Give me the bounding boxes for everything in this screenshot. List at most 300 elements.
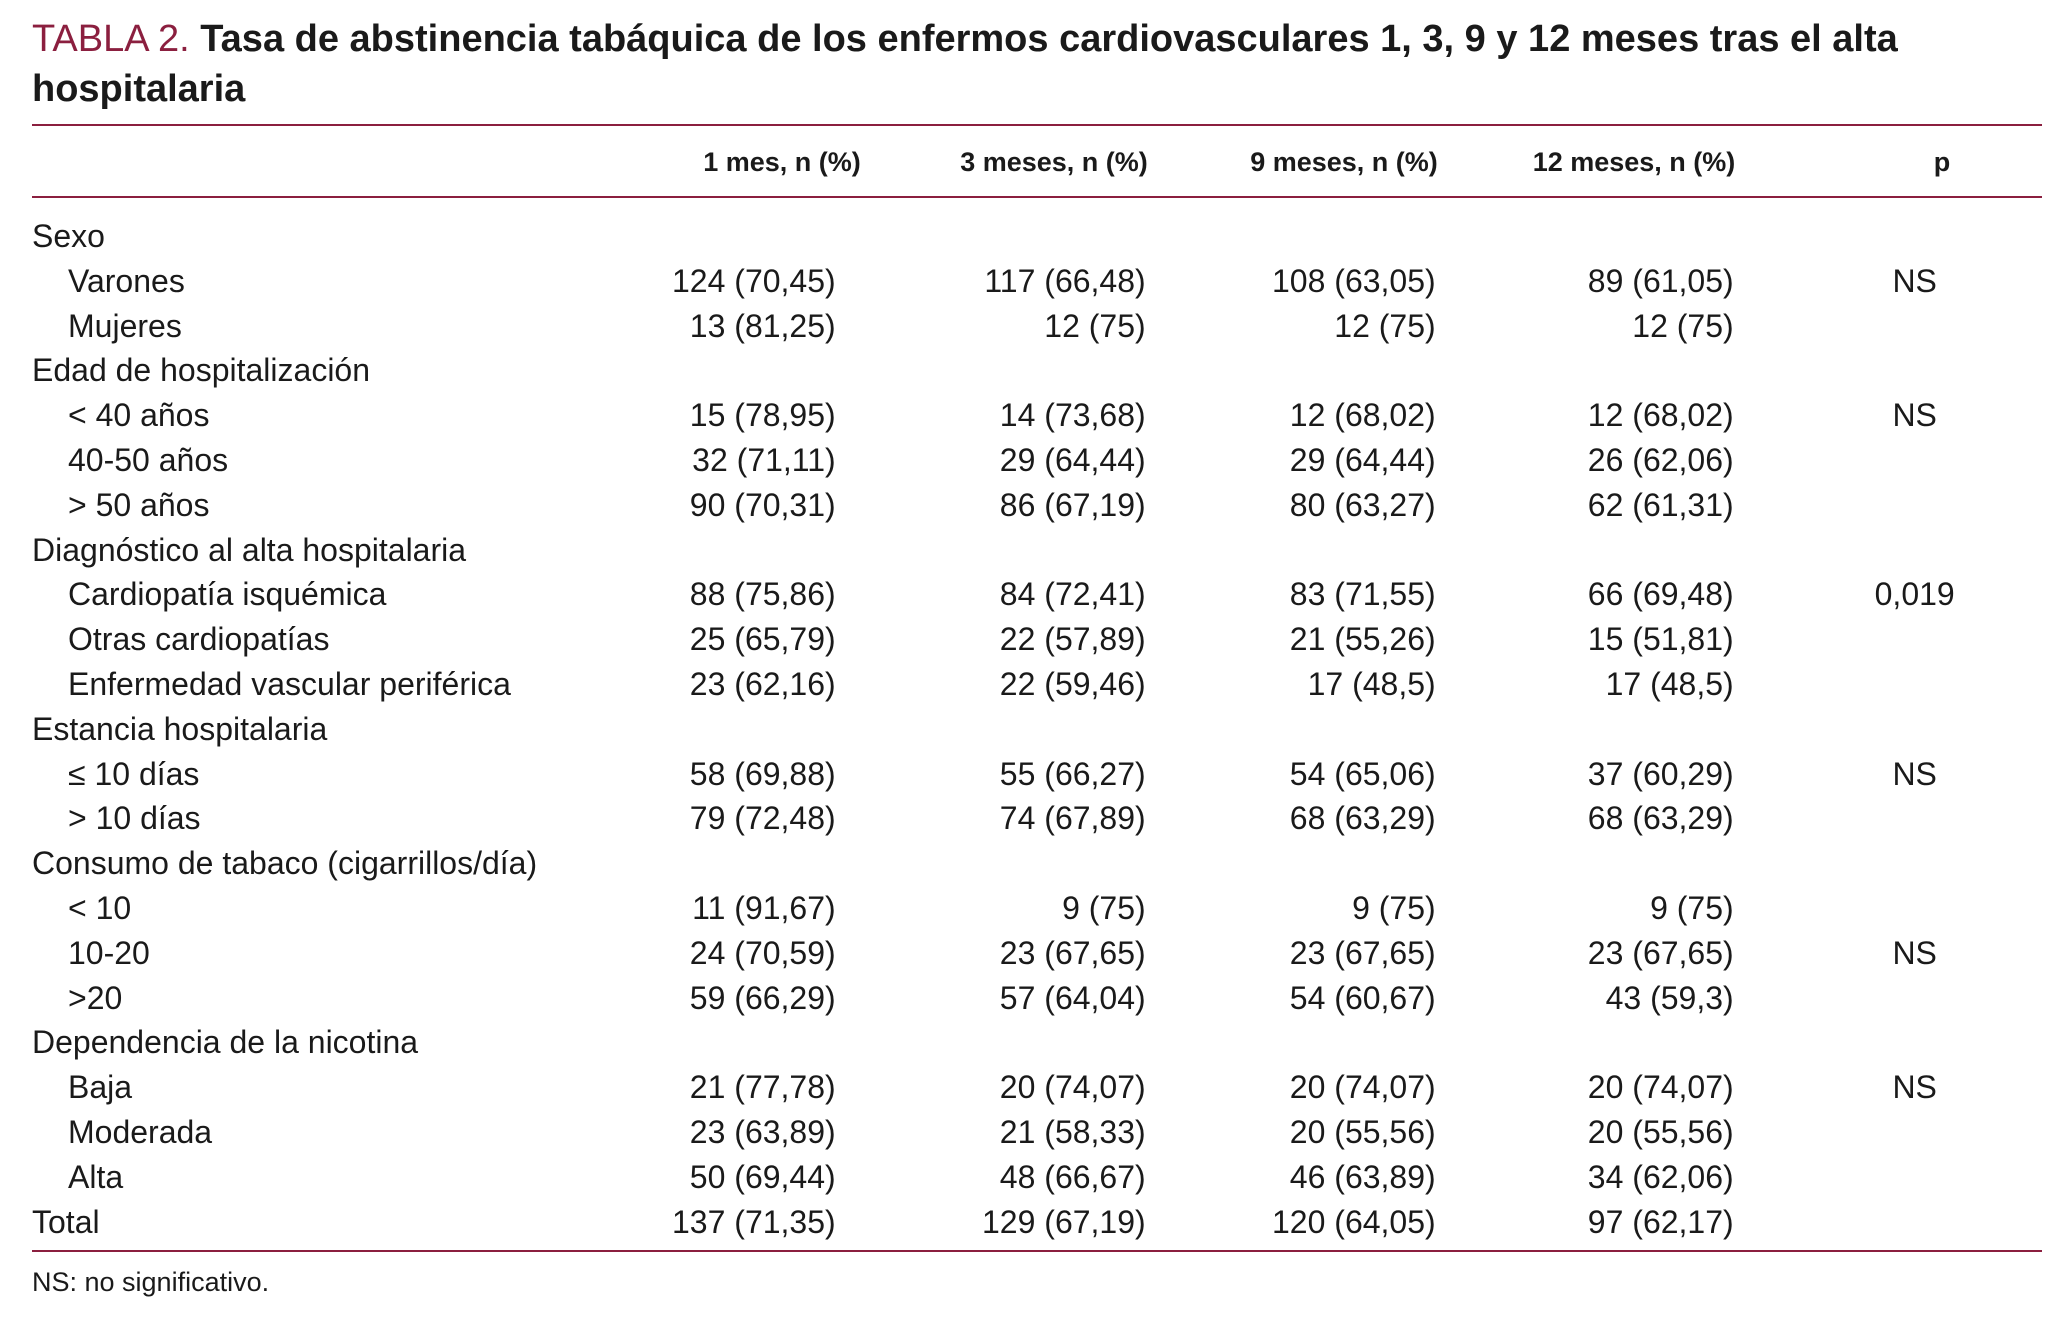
cell-count: 12	[1632, 307, 1668, 344]
table-cell	[672, 707, 836, 752]
spacer-cell	[1734, 214, 1800, 259]
spacer-cell	[1734, 348, 1800, 393]
cell-count: 12	[1334, 307, 1370, 344]
cell-percent: (71,11)	[736, 441, 836, 478]
table-body	[32, 214, 2030, 1244]
cell-count: 124	[672, 262, 726, 299]
table-title: Tasa de abstinencia tabáquica de los enfermos cardiovasculares 1, 3, 9 y 12 meses tras el alta hospitalaria	[32, 18, 1898, 110]
table-cell	[1146, 752, 1436, 797]
cell-count: 20	[1289, 1069, 1326, 1106]
cell-count: 120	[1272, 1203, 1326, 1240]
cell-percent: (65,79)	[734, 621, 836, 658]
cell-count: 43	[1605, 979, 1642, 1016]
cell-count: 57	[999, 979, 1036, 1016]
cell-count: 59	[689, 979, 726, 1016]
table-cell	[1436, 886, 1734, 931]
cell-percent: (74,07)	[1632, 1069, 1734, 1106]
table-cell	[1146, 1020, 1436, 1065]
table-cell	[1146, 1155, 1436, 1200]
row-label: < 10	[68, 889, 132, 926]
spacer-cell	[1734, 393, 1800, 438]
table-cell	[672, 572, 836, 617]
table-cell	[1436, 662, 1734, 707]
cell-count: 9	[1062, 889, 1080, 926]
row-group-label: Estancia hospitalaria	[32, 710, 328, 747]
cell-percent: (55,26)	[1334, 621, 1436, 658]
row-label: Baja	[68, 1069, 133, 1106]
spacer-cell	[1734, 1110, 1800, 1155]
table-cell	[672, 259, 836, 304]
cell-percent: (75)	[1676, 889, 1734, 926]
spacer-cell	[1734, 752, 1800, 797]
p-value-cell	[1800, 707, 2030, 752]
row-group-label: Total	[32, 1203, 100, 1240]
spacer-cell	[1734, 1065, 1800, 1110]
table-cell	[1436, 438, 1734, 483]
cell-count: 86	[999, 486, 1036, 523]
table-row	[32, 348, 2030, 393]
row-group-label: Sexo	[32, 218, 105, 254]
row-group-label: Edad de hospitalización	[32, 352, 371, 389]
table-cell	[1436, 796, 1734, 841]
cell-count: 62	[1587, 486, 1624, 523]
table-row	[32, 572, 2030, 617]
spacer-cell	[1734, 976, 1800, 1021]
cell-percent: (63,29)	[1632, 800, 1734, 837]
cell-percent: (66,29)	[734, 979, 836, 1016]
table-row	[32, 707, 2030, 752]
cell-count: 26	[1587, 441, 1624, 478]
cell-count: 79	[689, 800, 726, 837]
cell-count: 29	[1289, 441, 1326, 478]
cell-count: 25	[689, 621, 726, 658]
table-cell	[836, 841, 1146, 886]
cell-percent: (70,31)	[734, 486, 836, 523]
table-cell	[836, 528, 1146, 573]
cell-percent: (67,19)	[1044, 1203, 1146, 1240]
p-value-cell	[1800, 1110, 2030, 1155]
cell-percent: (66,67)	[1044, 1158, 1146, 1195]
cell-percent: (51,81)	[1632, 621, 1734, 658]
table-cell	[672, 1155, 836, 1200]
table-cell	[1436, 259, 1734, 304]
p-value-cell	[1800, 348, 2030, 393]
table-row	[32, 1020, 2030, 1065]
table-number: TABLA 2.	[32, 18, 190, 60]
cell-percent: (62,06)	[1632, 1158, 1734, 1195]
footnote: NS: no significativo.	[32, 1267, 270, 1297]
row-label: Otras cardiopatías	[68, 621, 330, 658]
p-value-cell	[1800, 1155, 2030, 1200]
table-row	[32, 483, 2030, 528]
cell-count: 17	[1307, 665, 1344, 702]
table-cell	[672, 931, 836, 976]
table-cell	[672, 393, 836, 438]
cell-percent: (62,06)	[1632, 441, 1734, 478]
table-cell	[836, 483, 1146, 528]
table-row	[32, 617, 2030, 662]
cell-percent: (75)	[1088, 889, 1146, 926]
cell-percent: (63,89)	[1334, 1158, 1436, 1195]
cell-count: 9	[1650, 889, 1668, 926]
cell-count: 90	[689, 486, 726, 523]
row-label: Moderada	[68, 1113, 213, 1150]
table-row	[32, 796, 2030, 841]
cell-percent: (55,56)	[1632, 1113, 1734, 1150]
cell-count: 12	[1587, 397, 1624, 434]
table-cell	[1146, 214, 1436, 259]
cell-count: 20	[1587, 1113, 1624, 1150]
table-cell	[672, 662, 836, 707]
cell-percent: (60,67)	[1334, 979, 1436, 1016]
cell-percent: (67,65)	[1044, 934, 1146, 971]
cell-count: 23	[1289, 934, 1326, 971]
column-header-12-months: 12 meses, n (%)	[1532, 147, 1736, 177]
row-label: Cardiopatía isquémica	[68, 576, 387, 613]
table-cell	[1436, 304, 1734, 349]
cell-percent: (64,44)	[1334, 441, 1436, 478]
table-cell	[672, 1110, 836, 1155]
row-label: > 50 años	[68, 486, 210, 523]
p-value-cell	[1800, 1200, 2030, 1245]
p-value-cell	[1800, 886, 2030, 931]
cell-percent: (75)	[1088, 307, 1146, 344]
table-cell	[1146, 707, 1436, 752]
cell-count: 129	[982, 1203, 1036, 1240]
table-cell	[1146, 438, 1436, 483]
cell-count: 23	[689, 665, 726, 702]
cell-percent: (63,05)	[1334, 262, 1436, 299]
spacer-cell	[1734, 796, 1800, 841]
cell-count: 50	[689, 1158, 726, 1195]
cell-percent: (71,35)	[734, 1203, 836, 1240]
spacer-cell	[1734, 259, 1800, 304]
cell-count: 11	[692, 889, 726, 926]
cell-percent: (62,17)	[1632, 1203, 1734, 1240]
cell-count: 20	[999, 1069, 1036, 1106]
table-row	[32, 214, 2030, 259]
table-cell	[1146, 572, 1436, 617]
spacer-cell	[1734, 304, 1800, 349]
cell-percent: (67,65)	[1334, 934, 1436, 971]
cell-percent: (74,07)	[1044, 1069, 1146, 1106]
table-cell	[672, 796, 836, 841]
cell-count: 17	[1605, 665, 1642, 702]
cell-count: 58	[689, 755, 726, 792]
p-value-cell: NS	[1892, 397, 1937, 434]
cell-count: 66	[1587, 576, 1624, 613]
cell-count: 20	[1289, 1113, 1326, 1150]
table-cell	[836, 1065, 1146, 1110]
table-row	[32, 841, 2030, 886]
p-value-cell	[1800, 841, 2030, 886]
cell-count: 80	[1289, 486, 1326, 523]
table-cell	[1436, 752, 1734, 797]
cell-percent: (67,65)	[1632, 934, 1734, 971]
cell-percent: (59,3)	[1650, 979, 1734, 1016]
cell-count: 14	[999, 397, 1036, 434]
cell-count: 137	[672, 1203, 726, 1240]
cell-count: 32	[692, 441, 728, 478]
cell-count: 21	[1289, 621, 1326, 658]
table-cell	[672, 1020, 836, 1065]
table-cell	[1436, 348, 1734, 393]
bottom-rule	[32, 1250, 2042, 1252]
p-value-cell	[1800, 1020, 2030, 1065]
table-cell	[672, 1200, 836, 1245]
table-cell	[1436, 483, 1734, 528]
cell-count: 54	[1289, 755, 1326, 792]
cell-percent: (63,89)	[734, 1113, 836, 1150]
table-cell	[1146, 617, 1436, 662]
table-cell	[836, 572, 1146, 617]
cell-percent: (72,41)	[1044, 576, 1146, 613]
table-cell	[1146, 976, 1436, 1021]
p-value-cell: 0,019	[1874, 576, 1955, 613]
table-cell	[672, 886, 836, 931]
table-cell	[1436, 393, 1734, 438]
table-row	[32, 931, 2030, 976]
cell-count: 15	[1587, 621, 1624, 658]
row-label: > 10 días	[68, 800, 201, 837]
cell-count: 97	[1587, 1203, 1624, 1240]
cell-count: 23	[999, 934, 1036, 971]
column-header-9-months: 9 meses, n (%)	[1250, 147, 1438, 177]
table-cell	[836, 393, 1146, 438]
cell-percent: (48,5)	[1352, 665, 1436, 702]
p-value-cell	[1800, 662, 2030, 707]
table-cell	[672, 348, 836, 393]
table-cell	[1146, 886, 1436, 931]
table-row	[32, 259, 2030, 304]
table-cell	[1146, 348, 1436, 393]
table-row	[32, 393, 2030, 438]
table-cell	[836, 1110, 1146, 1155]
table-cell	[1436, 1155, 1734, 1200]
spacer-cell	[1734, 572, 1800, 617]
table-cell	[836, 1200, 1146, 1245]
table-caption	[32, 14, 2022, 114]
table-cell	[1146, 528, 1436, 573]
table-cell	[672, 438, 836, 483]
table-cell	[836, 214, 1146, 259]
cell-percent: (48,5)	[1650, 665, 1734, 702]
table-cell	[836, 259, 1146, 304]
spacer-cell	[1734, 886, 1800, 931]
table-cell	[672, 483, 836, 528]
table-cell	[1146, 841, 1436, 886]
table-cell	[1146, 1110, 1436, 1155]
row-group-label: Diagnóstico al alta hospitalaria	[32, 531, 467, 568]
cell-count: 21	[689, 1069, 726, 1106]
table-row	[32, 752, 2030, 797]
table-cell	[836, 617, 1146, 662]
cell-percent: (63,29)	[1334, 800, 1436, 837]
cell-count: 29	[999, 441, 1036, 478]
row-label: >20	[68, 979, 123, 1016]
table-cell	[1146, 796, 1436, 841]
spacer-cell	[1734, 931, 1800, 976]
table-cell	[836, 1155, 1146, 1200]
p-value-cell	[1800, 438, 2030, 483]
cell-percent: (69,44)	[734, 1158, 836, 1195]
table-cell	[836, 348, 1146, 393]
cell-percent: (68,02)	[1334, 397, 1436, 434]
header-rule	[32, 196, 2042, 198]
table-cell	[672, 214, 836, 259]
cell-count: 48	[999, 1158, 1036, 1195]
row-label: Alta	[68, 1158, 124, 1195]
spacer-cell	[1734, 841, 1800, 886]
table-cell	[1146, 1065, 1436, 1110]
cell-percent: (60,29)	[1632, 755, 1734, 792]
cell-count: 54	[1289, 979, 1326, 1016]
table-cell	[836, 438, 1146, 483]
cell-percent: (72,48)	[734, 800, 836, 837]
cell-percent: (69,48)	[1632, 576, 1734, 613]
table-cell	[672, 528, 836, 573]
table-cell	[1146, 483, 1436, 528]
cell-percent: (91,67)	[734, 889, 836, 926]
table-cell	[672, 976, 836, 1021]
spacer-cell	[1734, 662, 1800, 707]
cell-percent: (66,27)	[1044, 755, 1146, 792]
cell-count: 15	[689, 397, 726, 434]
spacer-cell	[1734, 483, 1800, 528]
cell-percent: (58,33)	[1044, 1113, 1146, 1150]
p-value-cell	[1800, 976, 2030, 1021]
cell-percent: (61,31)	[1632, 486, 1734, 523]
row-label: Varones	[68, 262, 185, 299]
cell-count: 22	[999, 621, 1036, 658]
cell-percent: (70,45)	[734, 262, 836, 299]
p-value-cell: NS	[1892, 755, 1937, 792]
cell-percent: (81,25)	[734, 307, 836, 344]
cell-count: 108	[1272, 262, 1326, 299]
cell-percent: (68,02)	[1632, 397, 1734, 434]
cell-count: 68	[1289, 800, 1326, 837]
cell-count: 23	[689, 1113, 726, 1150]
cell-percent: (71,55)	[1334, 576, 1436, 613]
cell-percent: (78,95)	[734, 397, 836, 434]
cell-percent: (73,68)	[1044, 397, 1146, 434]
top-rule	[32, 124, 2042, 126]
p-value-cell	[1800, 483, 2030, 528]
cell-percent: (57,89)	[1044, 621, 1146, 658]
table-row	[32, 1110, 2030, 1155]
table-cell	[672, 304, 836, 349]
table-row	[32, 976, 2030, 1021]
table-cell	[1436, 1020, 1734, 1065]
p-value-cell	[1800, 528, 2030, 573]
column-header-p: p	[1933, 147, 1951, 177]
cell-count: 89	[1587, 262, 1624, 299]
cell-percent: (64,44)	[1044, 441, 1146, 478]
table-cell	[672, 841, 836, 886]
row-label: ≤ 10 días	[68, 755, 200, 792]
spacer-cell	[1734, 707, 1800, 752]
row-group-label: Consumo de tabaco (cigarrillos/día)	[32, 845, 538, 882]
cell-count: 12	[1044, 307, 1080, 344]
column-header-3-months: 3 meses, n (%)	[960, 147, 1148, 177]
cell-percent: (67,89)	[1044, 800, 1146, 837]
table-row	[32, 438, 2030, 483]
table-cell	[1146, 662, 1436, 707]
table-cell	[1146, 931, 1436, 976]
cell-count: 83	[1289, 576, 1326, 613]
table-cell	[836, 304, 1146, 349]
table-cell	[836, 796, 1146, 841]
cell-count: 117	[984, 262, 1036, 299]
table-cell	[836, 707, 1146, 752]
cell-count: 46	[1289, 1158, 1326, 1195]
spacer-cell	[1734, 1200, 1800, 1245]
table-cell	[1436, 976, 1734, 1021]
cell-percent: (55,56)	[1334, 1113, 1436, 1150]
cell-count: 13	[689, 307, 726, 344]
cell-percent: (75)	[1676, 307, 1734, 344]
cell-percent: (74,07)	[1334, 1069, 1436, 1106]
cell-count: 74	[999, 800, 1036, 837]
table-cell	[1146, 259, 1436, 304]
row-label: < 40 años	[68, 397, 210, 434]
row-label: 40-50 años	[68, 441, 229, 478]
table-cell	[836, 976, 1146, 1021]
table-cell	[1146, 1200, 1436, 1245]
table-cell	[836, 886, 1146, 931]
table-cell	[1436, 572, 1734, 617]
cell-percent: (75)	[1378, 889, 1436, 926]
cell-count: 55	[999, 755, 1036, 792]
table-cell	[1436, 528, 1734, 573]
table-cell	[1436, 617, 1734, 662]
table-row	[32, 1065, 2030, 1110]
cell-percent: (75)	[1378, 307, 1436, 344]
table-row	[32, 1155, 2030, 1200]
spacer-cell	[1734, 528, 1800, 573]
cell-percent: (75,86)	[734, 576, 836, 613]
table-cell	[672, 617, 836, 662]
cell-count: 84	[999, 576, 1036, 613]
table-cell	[1436, 707, 1734, 752]
p-value-cell	[1800, 617, 2030, 662]
p-value-cell: NS	[1892, 934, 1937, 971]
table-cell	[1436, 214, 1734, 259]
cell-percent: (62,16)	[734, 665, 836, 702]
cell-percent: (70,59)	[734, 934, 836, 971]
spacer-cell	[1734, 617, 1800, 662]
cell-percent: (69,88)	[734, 755, 836, 792]
table-cell	[836, 1020, 1146, 1065]
p-value-cell	[1800, 214, 2030, 259]
p-value-cell: NS	[1892, 262, 1937, 299]
table-cell	[1436, 931, 1734, 976]
table-row	[32, 886, 2030, 931]
table-cell	[1146, 304, 1436, 349]
table-cell	[1436, 1110, 1734, 1155]
cell-count: 68	[1587, 800, 1624, 837]
table-cell	[1146, 393, 1436, 438]
table-cell	[836, 662, 1146, 707]
table-row	[32, 304, 2030, 349]
row-group-label: Dependencia de la nicotina	[32, 1024, 419, 1061]
cell-percent: (59,46)	[1044, 665, 1146, 702]
cell-count: 24	[689, 934, 726, 971]
table-row	[32, 662, 2030, 707]
cell-percent: (65,06)	[1334, 755, 1436, 792]
row-label: Mujeres	[68, 307, 182, 344]
cell-count: 9	[1352, 889, 1370, 926]
